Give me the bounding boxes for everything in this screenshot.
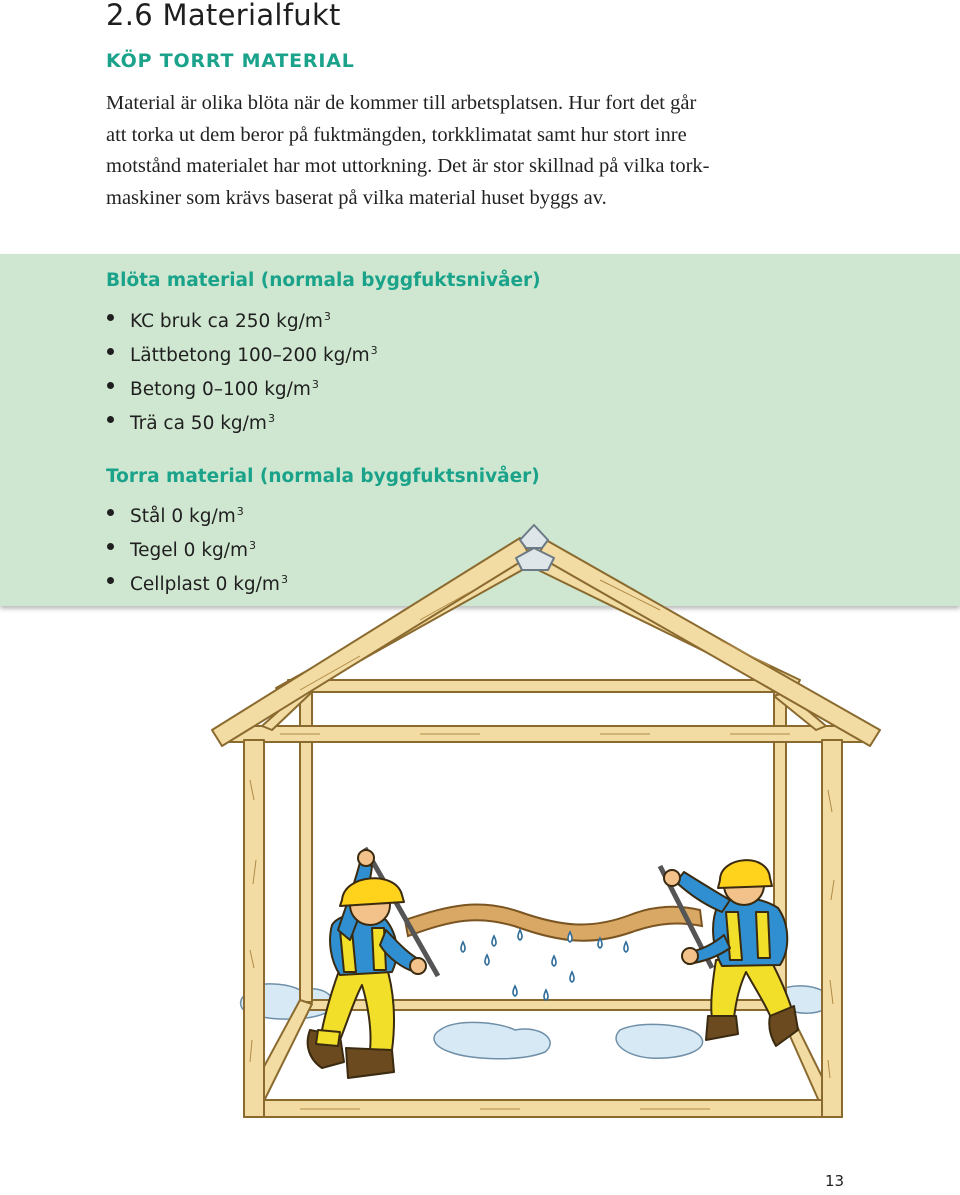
water-puddle <box>616 1024 703 1058</box>
roof-rafter <box>212 538 530 746</box>
page-title: 2.6 Materialfukt <box>106 0 341 32</box>
unit-exponent: 3 <box>311 378 319 391</box>
intro-line: maskiner som krävs baserat på vilka material huset byggs av. <box>106 186 607 209</box>
water-puddle <box>434 1022 550 1058</box>
dry-materials-heading: Torra material (normala byggfuktsnivåer) <box>106 466 540 487</box>
material-label: Stål 0 kg/m <box>130 506 236 527</box>
unit-exponent: 3 <box>370 344 378 357</box>
wood-beam <box>288 680 798 692</box>
material-label: Cellplast 0 kg/m <box>130 574 280 595</box>
intro-line: att torka ut dem beror på fuktmängden, torkklimatat samt hur stort inre <box>106 123 687 146</box>
wood-post <box>822 740 842 1117</box>
wet-materials-heading: Blöta material (normala byggfuktsnivåer) <box>106 270 541 291</box>
drying-board <box>405 904 702 940</box>
water-drops <box>461 930 628 1000</box>
material-label: Tegel 0 kg/m <box>130 540 249 561</box>
intro-line: Material är olika blöta när de kommer till arbetsplatsen. Hur fort det går <box>106 92 697 114</box>
material-label: Betong 0–100 kg/m <box>130 379 311 400</box>
wood-post <box>244 740 264 1117</box>
intro-line: motstånd materialet har mot uttorkning. Det är stor skillnad på vilka tork- <box>106 155 710 177</box>
material-label: Lättbetong 100–200 kg/m <box>130 345 370 366</box>
page-number: 13 <box>825 1172 845 1190</box>
worker-left <box>308 848 438 1078</box>
unit-exponent: 3 <box>249 539 257 552</box>
roof-rafter <box>538 540 880 746</box>
unit-exponent: 3 <box>236 505 244 518</box>
section-subheading: KÖP TORRT MATERIAL <box>106 50 355 72</box>
roof-gusset-plate <box>520 525 548 548</box>
material-label: KC bruk ca 250 kg/m <box>130 311 323 332</box>
material-label: Trä ca 50 kg/m <box>130 413 267 434</box>
unit-exponent: 3 <box>280 573 288 586</box>
unit-exponent: 3 <box>323 310 331 323</box>
unit-exponent: 3 <box>267 412 275 425</box>
